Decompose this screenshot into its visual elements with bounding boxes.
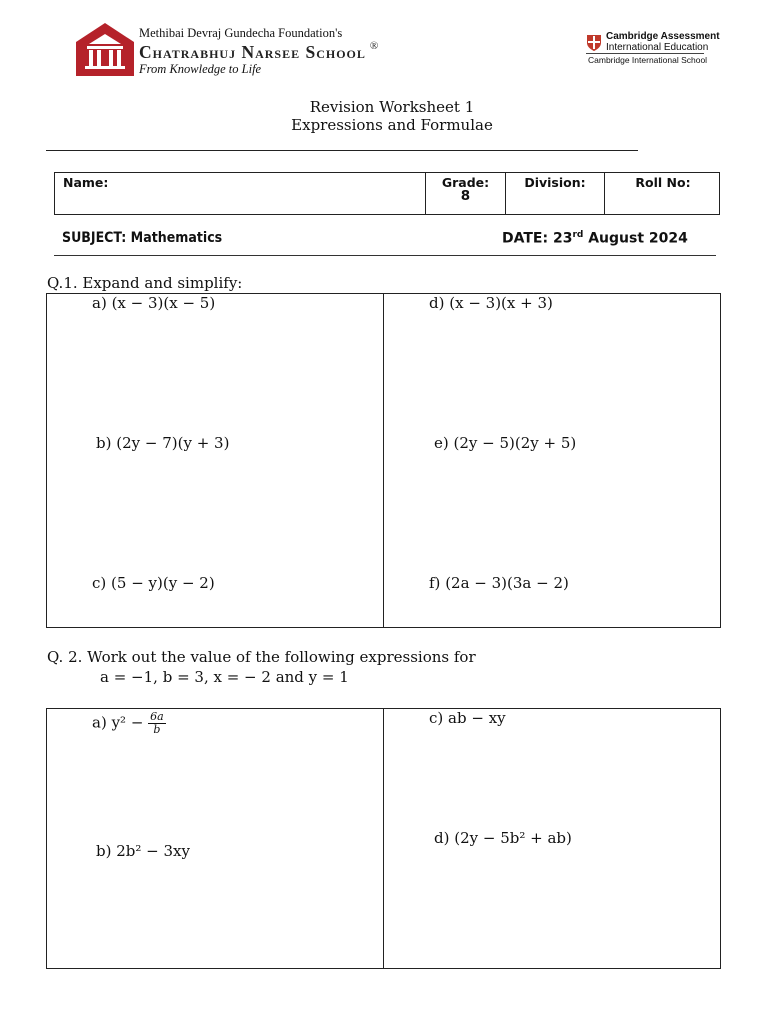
question-2-answer-grid xyxy=(46,708,721,969)
worksheet-title: Revision Worksheet 1 xyxy=(309,98,475,116)
cambridge-line-1: Cambridge Assessment xyxy=(606,31,720,42)
school-foundation-name: Methibai Devraj Gundecha Foundation's xyxy=(139,26,343,40)
cambridge-line-2: International Education xyxy=(606,42,709,53)
fraction: $\frac{6a}{b}$ xyxy=(150,710,164,736)
grade-label: Grade: xyxy=(441,175,490,190)
roll-number-cell[interactable] xyxy=(605,173,721,214)
q1-item-b: b) (2y − 7)(y + 3) xyxy=(96,434,230,452)
grade-cell xyxy=(426,173,506,214)
subject-divider xyxy=(54,255,716,256)
q1-item-d: d) (x − 3)(x + 3) xyxy=(429,294,553,312)
question-2-values: a = −1, b = 3, x = − 2 and y = 1 xyxy=(100,668,349,686)
grade-value: 8 xyxy=(460,188,471,204)
date-line: DATE: 23rd August 2024 xyxy=(502,230,688,247)
name-label: Name: xyxy=(63,175,109,190)
student-info-table xyxy=(54,172,720,215)
q2-item-a: a) y² − $\frac{6a}{b}$ xyxy=(92,710,164,736)
question-1-prompt: Q.1. Expand and simplify: xyxy=(47,274,243,292)
grid-divider xyxy=(383,709,384,968)
school-logo xyxy=(75,22,135,77)
school-name: Chatrabhuj Narsee School ® xyxy=(139,40,380,62)
q2-item-d: d) (2y − 5b² + ab) xyxy=(434,829,572,847)
subject-line: SUBJECT: Mathematics xyxy=(62,230,223,246)
q1-item-c: c) (5 − y)(y − 2) xyxy=(92,574,215,592)
q2-item-b: b) 2b² − 3xy xyxy=(96,842,190,860)
q1-item-f: f) (2a − 3)(3a − 2) xyxy=(429,574,569,592)
division-cell[interactable] xyxy=(506,173,605,214)
grid-divider xyxy=(383,294,384,627)
cambridge-line-3: Cambridge International School xyxy=(588,55,708,65)
q2-item-c: c) ab − xy xyxy=(429,709,506,727)
roll-number-label: Roll No: xyxy=(635,175,691,190)
title-divider xyxy=(46,150,638,151)
question-1-answer-grid xyxy=(46,293,721,628)
school-tagline: From Knowledge to Life xyxy=(139,62,262,76)
name-cell[interactable] xyxy=(55,173,426,214)
q1-item-a: a) (x − 3)(x − 5) xyxy=(92,294,216,312)
cambridge-shield-icon xyxy=(586,34,602,52)
cambridge-divider xyxy=(586,53,704,54)
q1-item-e: e) (2y − 5)(2y + 5) xyxy=(434,434,577,452)
division-label: Division: xyxy=(524,175,586,190)
worksheet-subtitle: Expressions and Formulae xyxy=(291,116,493,134)
question-2-prompt: Q. 2. Work out the value of the following expressions for xyxy=(47,648,476,666)
